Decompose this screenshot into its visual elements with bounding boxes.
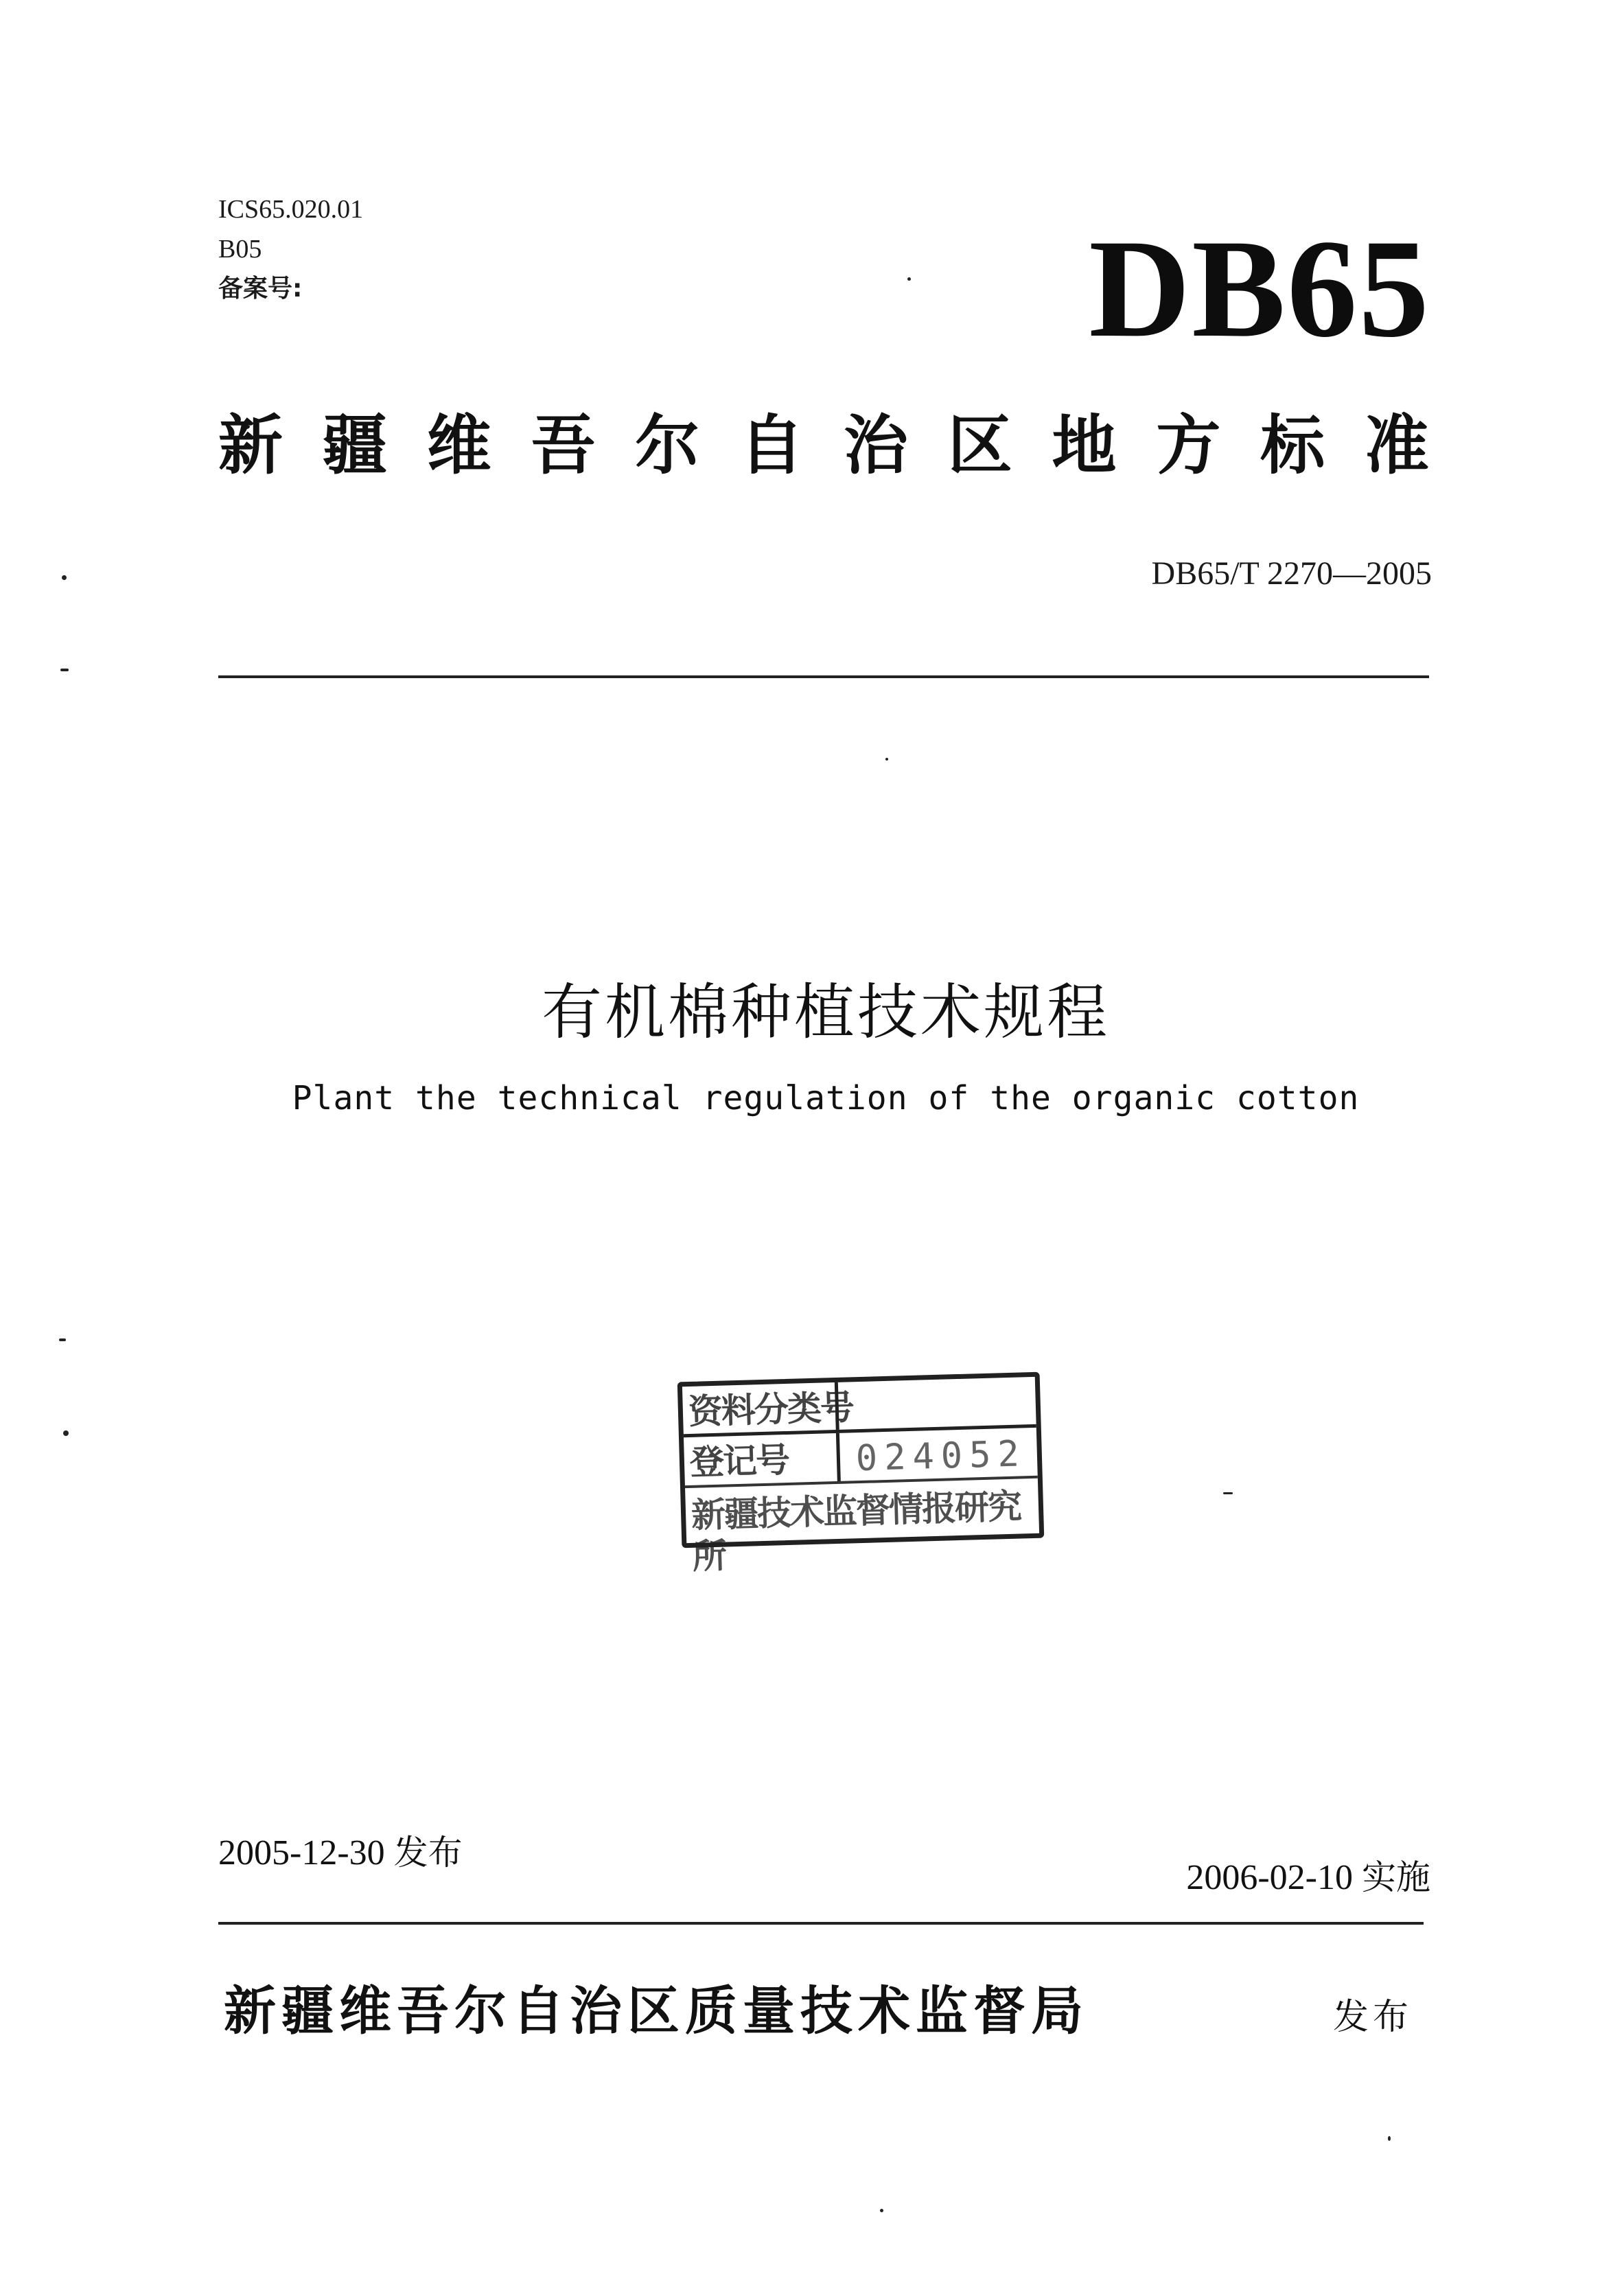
scan-speck	[880, 2209, 883, 2212]
stamp-organization: 新疆技术监督情报研究所	[691, 1486, 1021, 1577]
standard-type-char: 地	[1052, 408, 1117, 483]
stamp-registration-number: 024052	[855, 1433, 1027, 1480]
scan-speck	[907, 277, 911, 281]
standard-type-char: 维	[426, 408, 491, 483]
issue-date-line	[218, 1831, 463, 1875]
stamp-row-organization	[685, 1479, 1039, 1577]
scan-speck	[59, 1338, 66, 1341]
standard-type	[218, 405, 1429, 487]
scan-speck	[1223, 1492, 1233, 1494]
standard-number: DB65/T 2270—2005	[1151, 555, 1432, 592]
standard-type-char: 吾	[531, 408, 596, 483]
scan-speck	[63, 1430, 69, 1436]
issue-date: 2005-12-30	[218, 1833, 385, 1872]
issuing-authority-suffix: 发布	[1333, 1997, 1413, 2038]
class-code: B05	[218, 235, 262, 264]
stamp-registration-label: 登记号	[689, 1439, 789, 1483]
stamp-separator	[836, 1433, 841, 1481]
standard-type-char: 治	[843, 408, 908, 483]
filing-number-label: 备案号:	[218, 275, 303, 303]
archive-stamp	[677, 1372, 1045, 1577]
standard-type-char: 方	[1156, 408, 1221, 483]
standard-type-char: 区	[947, 408, 1012, 483]
standard-type-char: 准	[1364, 408, 1429, 483]
stamp-row-classification	[682, 1377, 1036, 1437]
standard-type-char: 尔	[635, 408, 700, 483]
issue-label: 发布	[393, 1833, 463, 1872]
standard-type-char: 标	[1260, 408, 1325, 483]
document-title-english: Plant the technical regulation of the organic cotton	[292, 1079, 1360, 1117]
scan-speck	[60, 669, 69, 671]
classification-block	[218, 189, 363, 309]
stamp-classification-label: 资料分类号	[688, 1387, 854, 1432]
document-title: 有机棉种植技术规程	[541, 977, 1110, 1047]
header-divider	[218, 675, 1429, 678]
implementation-date-line	[1186, 1856, 1430, 1899]
implementation-date: 2006-02-10	[1186, 1858, 1353, 1897]
issuing-authority: 新疆维吾尔自治区质量技术监督局	[224, 1980, 1089, 2041]
standard-type-char: 自	[739, 408, 804, 483]
standard-type-char: 新	[218, 408, 283, 483]
standard-mark: DB65	[1089, 211, 1430, 367]
scan-speck	[885, 758, 888, 761]
standard-type-char: 疆	[322, 408, 387, 483]
scan-speck	[1388, 2136, 1391, 2141]
stamp-row-registration	[684, 1428, 1038, 1488]
ics-code: ICS65.020.01	[218, 195, 364, 224]
scan-speck	[62, 575, 67, 580]
footer-divider	[218, 1922, 1424, 1925]
implementation-label: 实施	[1362, 1857, 1430, 1897]
